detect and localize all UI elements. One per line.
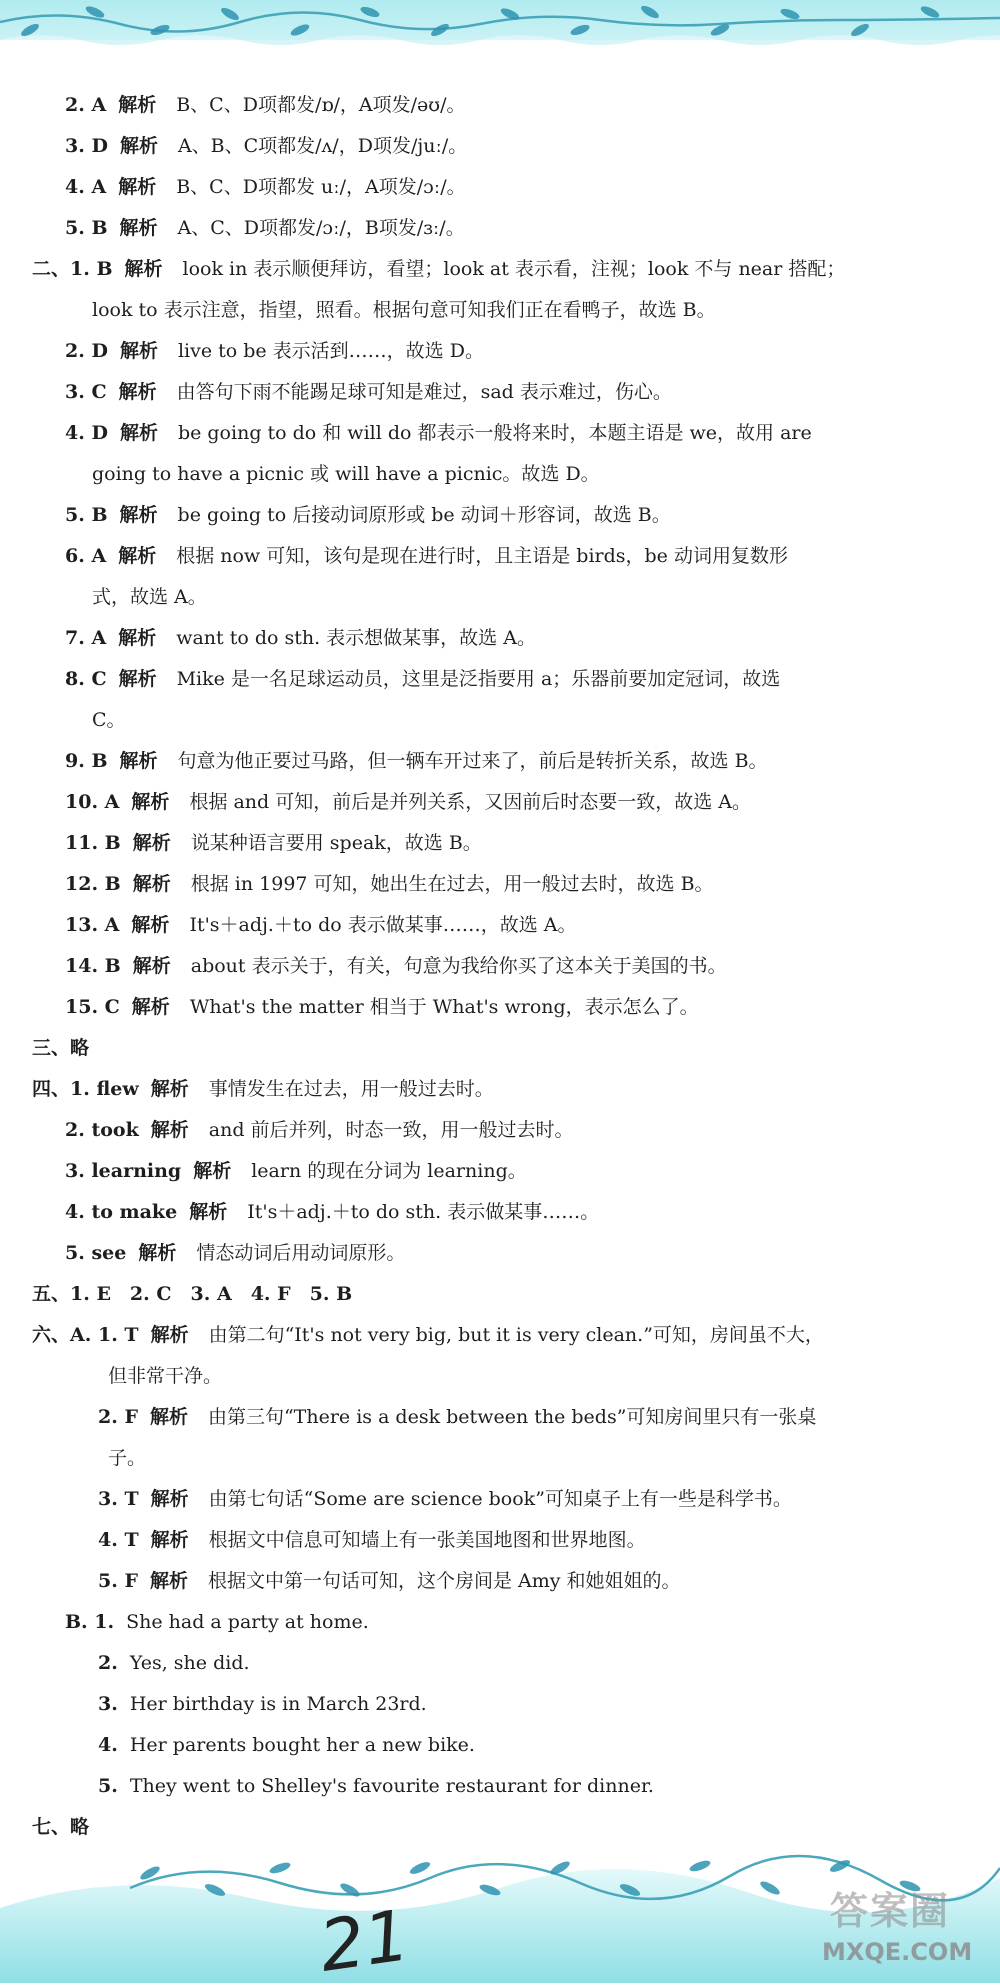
analysis-label: 解析 [132, 873, 171, 895]
answer-line [65, 912, 577, 938]
analysis-label: 解析 [119, 217, 158, 239]
answer-line [65, 174, 466, 200]
answer-text: 根据 and 可知，前后是并列关系，又因前后时态要一致，故选 A。 [189, 791, 752, 813]
analysis-label: 解析 [119, 750, 158, 772]
answer-text: learn 的现在分词为 learning。 [251, 1160, 527, 1182]
answer-text: She had a party at home. [126, 1611, 369, 1633]
site-watermark [810, 1880, 995, 1980]
answer-number: 5. see [65, 1242, 127, 1264]
analysis-label: 解析 [118, 668, 157, 690]
answer-text: It's＋adj.＋to do 表示做某事……，故选 A。 [189, 914, 577, 936]
analysis-label: 解析 [189, 1201, 228, 1223]
answer-number: 15. C [65, 996, 120, 1018]
answer-line [65, 1240, 405, 1266]
answer-line [65, 338, 484, 364]
answer-text: 式，故选 A。 [92, 586, 207, 608]
answer-number: 四、1. flew [32, 1078, 139, 1100]
answer-text: 但非常干净。 [108, 1365, 223, 1387]
answer-number: 3. T [98, 1488, 139, 1510]
section-number: 七、略 [32, 1816, 90, 1838]
answer-line [65, 1158, 527, 1184]
answer-text: 根据文中第一句话可知，这个房间是 Amy 和她姐姐的。 [207, 1570, 681, 1592]
analysis-label: 解析 [150, 1119, 189, 1141]
answer-line [65, 953, 727, 979]
answer-number: 8. C [65, 668, 107, 690]
answer-text: going to have a picnic 或 will have a picnic。故选 D。 [92, 463, 600, 485]
answer-text: about 表示关于，有关，句意为我给你买了这本关于美国的书。 [190, 955, 727, 977]
answer-number: 5. [98, 1775, 118, 1797]
answer-number: 10. A [65, 791, 120, 813]
answer-line [65, 1199, 599, 1225]
analysis-label: 解析 [119, 504, 158, 526]
answer-line [98, 1691, 427, 1717]
answer-text: be going to do 和 will do 都表示一般将来时，本题主语是 we，故用 are [177, 422, 812, 444]
answer-line [98, 1773, 654, 1799]
analysis-label: 解析 [138, 1242, 177, 1264]
answer-number: 六、A. 1. T [32, 1324, 139, 1346]
answer-number: 9. B [65, 750, 108, 772]
analysis-label: 解析 [118, 176, 157, 198]
analysis-label: 解析 [118, 545, 157, 567]
analysis-label: 解析 [118, 94, 157, 116]
answer-line [65, 789, 751, 815]
answer-text: What's the matter 相当于 What's wrong，表示怎么了。 [189, 996, 699, 1018]
answer-line [65, 1609, 369, 1635]
answer-line [65, 420, 812, 446]
answer-number: 2. D [65, 340, 108, 362]
answer-number: 13. A [65, 914, 120, 936]
answer-text: A、C、D项都发/ɔː/，B项发/ɜː/。 [177, 217, 465, 239]
section-number: 三、略 [32, 1037, 90, 1059]
answer-text: 根据文中信息可知墙上有一张美国地图和世界地图。 [208, 1529, 646, 1551]
answer-line [65, 830, 482, 856]
analysis-label: 解析 [118, 381, 157, 403]
answer-line [98, 1527, 646, 1553]
answer-number: 6. A [65, 545, 107, 567]
analysis-label: 解析 [131, 914, 170, 936]
watermark-logo: 答案圈 [830, 1889, 951, 1933]
answer-text: live to be 表示活到……，故选 D。 [177, 340, 484, 362]
section-heading [32, 1281, 352, 1307]
analysis-label: 解析 [149, 1406, 188, 1428]
answer-number: 3. learning [65, 1160, 182, 1182]
answer-text: 事情发生在过去，用一般过去时。 [208, 1078, 494, 1100]
answer-number: 4. [98, 1734, 118, 1756]
answer-number: 5. F [98, 1570, 138, 1592]
answer-number: 4. T [98, 1529, 139, 1551]
analysis-label: 解析 [132, 832, 171, 854]
answer-number: 二、1. B [32, 258, 113, 280]
analysis-label: 解析 [149, 1570, 188, 1592]
section-heading [32, 1814, 89, 1840]
answer-number: 5. B [65, 504, 108, 526]
answer-text: They went to Shelley's favourite restaurant for dinner. [129, 1775, 654, 1797]
answer-number: 5. B [65, 217, 108, 239]
answer-number: 2. A [65, 94, 107, 116]
answer-number: 2. F [98, 1406, 138, 1428]
answer-text: Her parents bought her a new bike. [129, 1734, 475, 1756]
answer-text: Yes, she did. [129, 1652, 250, 1674]
answer-number: 14. B [65, 955, 121, 977]
answer-continuation [92, 297, 716, 323]
answer-continuation [108, 1445, 146, 1471]
answer-line [65, 502, 671, 528]
analysis-label: 解析 [193, 1160, 232, 1182]
answer-text: be going to 后接动词原形或 be 动词＋形容词，故选 B。 [177, 504, 671, 526]
answer-line [98, 1650, 250, 1676]
answer-text: 子。 [108, 1447, 147, 1469]
answer-number: B. 1. [65, 1611, 115, 1633]
answer-text: C。 [92, 709, 126, 731]
answer-text: 根据 in 1997 可知，她出生在过去，用一般过去时，故选 B。 [190, 873, 714, 895]
answer-line [32, 1322, 824, 1348]
analysis-label: 解析 [124, 258, 163, 280]
answer-text: B、C、D项都发 uː/，A项发/ɔː/。 [176, 176, 466, 198]
answer-text: 说某种语言要用 speak，故选 B。 [190, 832, 482, 854]
answer-text: look in 表示顺便拜访，看望；look at 表示看，注视；look 不与 near 搭配； [182, 258, 846, 280]
answer-line [65, 92, 465, 118]
analysis-label: 解析 [150, 1078, 189, 1100]
answer-number: 7. A [65, 627, 107, 649]
answer-number: 4. D [65, 422, 108, 444]
answer-continuation [92, 584, 207, 610]
answer-line [65, 871, 714, 897]
answer-line [32, 1076, 494, 1102]
answer-text: 根据 now 可知，该句是现在进行时，且主语是 birds，be 动词用复数形 [176, 545, 788, 567]
section-heading [32, 1035, 89, 1061]
analysis-label: 解析 [119, 340, 158, 362]
answer-continuation [92, 461, 600, 487]
answer-text: Mike 是一名足球运动员，这里是泛指要用 a；乐器前要加定冠词，故选 [176, 668, 781, 690]
answer-number: 12. B [65, 873, 121, 895]
answer-text: 由第七句话“Some are science book”可知桌子上有一些是科学书。 [208, 1488, 792, 1510]
answer-text: A、B、C项都发/ʌ/，D项发/juː/。 [177, 135, 468, 157]
analysis-label: 解析 [150, 1488, 189, 1510]
answer-line [98, 1404, 816, 1430]
answer-text: 由第二句“It's not very big, but it is very clean.”可知，房间虽不大， [208, 1324, 824, 1346]
answer-number: 3. D [65, 135, 108, 157]
analysis-label: 解析 [150, 1324, 189, 1346]
answer-number: 11. B [65, 832, 121, 854]
answer-line [65, 133, 467, 159]
answer-number: 4. A [65, 176, 107, 198]
answer-line [98, 1486, 792, 1512]
answer-text: Her birthday is in March 23rd. [129, 1693, 427, 1715]
answer-line [65, 625, 536, 651]
answer-line [65, 215, 465, 241]
analysis-label: 解析 [132, 955, 171, 977]
answer-text: and 前后并列，时态一致，用一般过去时。 [208, 1119, 574, 1141]
answer-number: 2. [98, 1652, 118, 1674]
answer-line [98, 1568, 681, 1594]
section-answers: 五、1. E 2. C 3. A 4. F 5. B [32, 1283, 353, 1305]
answer-continuation [108, 1363, 222, 1389]
answer-line [98, 1732, 475, 1758]
analysis-label: 解析 [119, 135, 158, 157]
analysis-label: 解析 [118, 627, 157, 649]
analysis-label: 解析 [119, 422, 158, 444]
answer-continuation [92, 707, 126, 733]
analysis-label: 解析 [131, 996, 170, 1018]
answer-text: 情态动词后用动词原形。 [196, 1242, 406, 1264]
answer-number: 4. to make [65, 1201, 178, 1223]
answer-line [65, 543, 788, 569]
answer-text: B、C、D项都发/ɒ/，A项发/əʊ/。 [176, 94, 466, 116]
answer-number: 2. took [65, 1119, 139, 1141]
analysis-label: 解析 [150, 1529, 189, 1551]
answer-text: 句意为他正要过马路，但一辆车开过来了，前后是转折关系，故选 B。 [177, 750, 768, 772]
answer-text: 由答句下雨不能踢足球可知是难过，sad 表示难过，伤心。 [176, 381, 672, 403]
analysis-label: 解析 [131, 791, 170, 813]
answer-text: 由第三句“There is a desk between the beds”可知房间里只有一张桌 [207, 1406, 817, 1428]
answer-text: want to do sth. 表示想做某事，故选 A。 [176, 627, 536, 649]
answer-text: look to 表示注意，指望，照看。根据句意可知我们正在看鸭子，故选 B。 [92, 299, 716, 321]
answer-line [65, 666, 780, 692]
answer-line [65, 994, 699, 1020]
answer-line [32, 256, 845, 282]
answer-number: 3. C [65, 381, 107, 403]
answer-number: 3. [98, 1693, 118, 1715]
answer-text: It's＋adj.＋to do sth. 表示做某事……。 [247, 1201, 600, 1223]
page-number: 21 [314, 1894, 415, 1988]
answer-line [65, 379, 672, 405]
answer-line [65, 1117, 574, 1143]
answer-line [65, 748, 768, 774]
watermark-url: MXQE.COM [822, 1938, 973, 1966]
